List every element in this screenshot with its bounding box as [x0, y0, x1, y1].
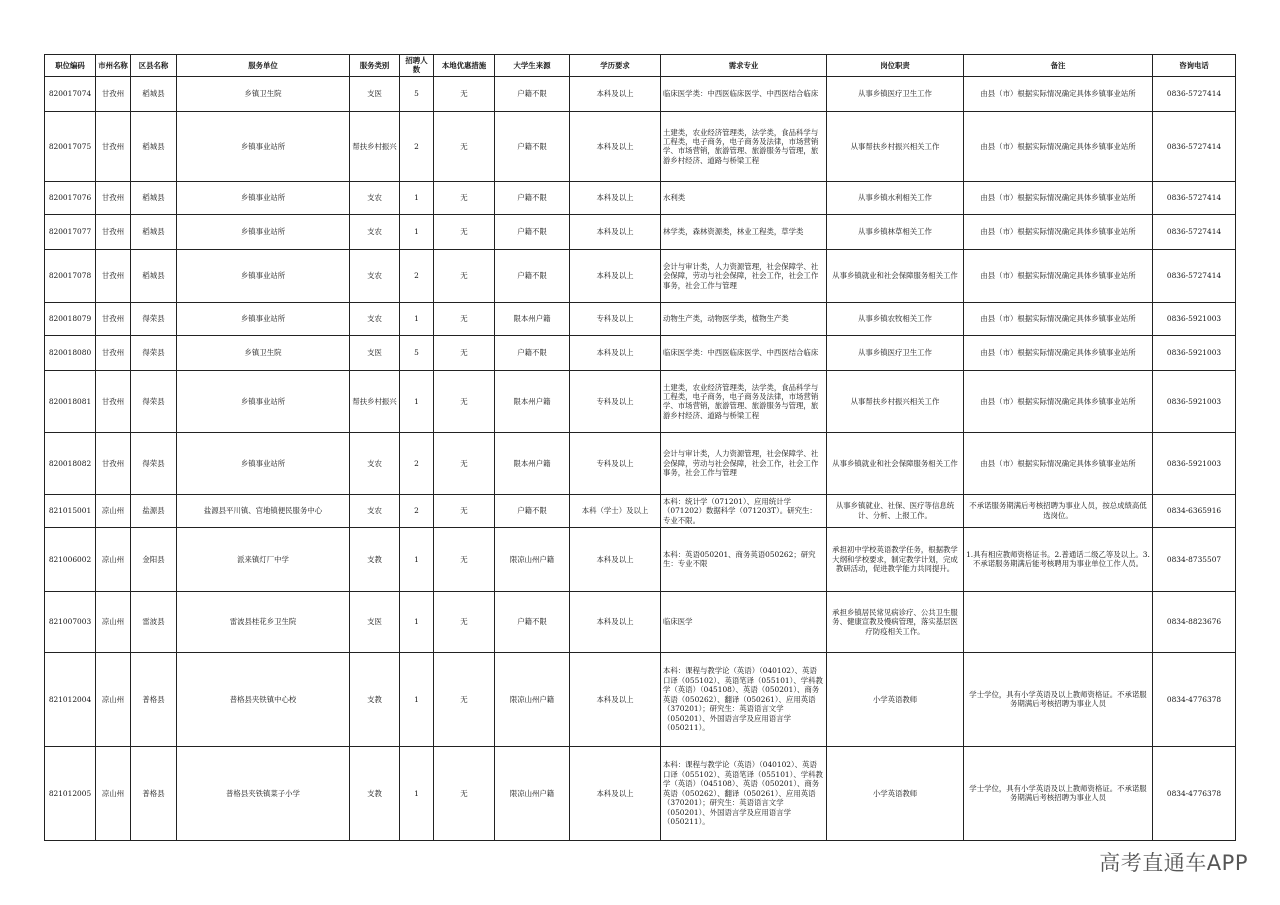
local-preference-cell: 无: [434, 746, 495, 840]
job-duty-cell: 从事乡镇医疗卫生工作: [827, 76, 964, 111]
local-preference-cell: 无: [434, 432, 495, 494]
recruit-count-cell: 2: [400, 249, 434, 302]
table-row: [45, 76, 1236, 111]
education-req-cell: 本科及以上: [570, 527, 661, 591]
job-duty-cell: 从事乡镇林草相关工作: [827, 214, 964, 249]
service-type-cell: 支医: [350, 76, 400, 111]
table-row: [45, 432, 1236, 494]
education-req-cell: 专科及以上: [570, 432, 661, 494]
county-name-cell: 雷波县: [131, 591, 177, 652]
table-row: [45, 591, 1236, 652]
service-unit-cell: 乡镇卫生院: [177, 335, 350, 370]
city-name-cell: 甘孜州: [96, 181, 131, 214]
contact-phone-cell: 0836-5727414: [1153, 249, 1236, 302]
required-major-cell: 会计与审计类，人力资源管理，社会保障学、社会保障，劳动与社会保障，社会工作，社会工作事务，社会工作与管理: [661, 249, 827, 302]
county-name-cell: 稻城县: [131, 111, 177, 181]
education-req-cell: 本科及以上: [570, 746, 661, 840]
recruit-count-cell: 1: [400, 746, 434, 840]
local-preference-cell: 无: [434, 652, 495, 746]
service-type-cell: 支教: [350, 527, 400, 591]
position-code-cell: 820017076: [45, 181, 96, 214]
header-cell: 学历要求: [570, 55, 661, 77]
remarks-cell: 由县（市）根据实际情况确定具体乡镇事业站所: [964, 432, 1153, 494]
local-preference-cell: 无: [434, 335, 495, 370]
table-row: [45, 302, 1236, 335]
job-duty-cell: 从事乡镇就业和社会保障服务相关工作: [827, 249, 964, 302]
job-duty-cell: 从事乡镇医疗卫生工作: [827, 335, 964, 370]
table-row: [45, 746, 1236, 840]
contact-phone-cell: 0836-5727414: [1153, 76, 1236, 111]
remarks-cell: 由县（市）根据实际情况确定具体乡镇事业站所: [964, 76, 1153, 111]
student-source-cell: 户籍不限: [495, 111, 570, 181]
required-major-cell: 本科：课程与教学论（英语）（040102）、英语口译（055102）、英语笔译（055101）、学科教学（英语）（045108）、英语（050201）、商务英语（050262）、翻译（050261）、应用英语（370201）；研究生：英语语言文学（050201）、外国语言学及应用语言学（050211）。: [661, 652, 827, 746]
local-preference-cell: 无: [434, 370, 495, 432]
table-row: [45, 527, 1236, 591]
education-req-cell: 本科及以上: [570, 111, 661, 181]
header-cell: 本地优惠措施: [434, 55, 495, 77]
required-major-cell: 水利类: [661, 181, 827, 214]
position-code-cell: 820017074: [45, 76, 96, 111]
position-code-cell: 820018080: [45, 335, 96, 370]
header-cell: 招聘人数: [400, 55, 434, 77]
county-name-cell: 金阳县: [131, 527, 177, 591]
local-preference-cell: 无: [434, 494, 495, 527]
required-major-cell: 临床医学: [661, 591, 827, 652]
service-unit-cell: 派来镇灯厂中学: [177, 527, 350, 591]
header-cell: 服务类别: [350, 55, 400, 77]
job-duty-cell: 承担初中学校英语教学任务，根据教学大纲和学校要求，制定教学计划，完成教研活动，促进教学能力共同提升。: [827, 527, 964, 591]
table-header-row: [45, 55, 1236, 77]
education-req-cell: 本科及以上: [570, 181, 661, 214]
contact-phone-cell: 0836-5727414: [1153, 214, 1236, 249]
header-cell: 大学生来源: [495, 55, 570, 77]
remarks-cell: 1.具有相应教师资格证书。2.普通话二级乙等及以上。3.不承诺服务期满后能考核聘用为事业单位工作人员。: [964, 527, 1153, 591]
city-name-cell: 凉山州: [96, 527, 131, 591]
local-preference-cell: 无: [434, 302, 495, 335]
header-cell: 职位编码: [45, 55, 96, 77]
recruit-count-cell: 5: [400, 76, 434, 111]
table-body: [45, 76, 1236, 840]
remarks-cell: 由县（市）根据实际情况确定具体乡镇事业站所: [964, 181, 1153, 214]
required-major-cell: 动物生产类，动物医学类，植物生产类: [661, 302, 827, 335]
city-name-cell: 甘孜州: [96, 76, 131, 111]
city-name-cell: 凉山州: [96, 591, 131, 652]
recruit-count-cell: 1: [400, 652, 434, 746]
recruit-count-cell: 1: [400, 591, 434, 652]
recruit-count-cell: 2: [400, 432, 434, 494]
job-duty-cell: 从事帮扶乡村振兴相关工作: [827, 370, 964, 432]
remarks-cell: 学士学位，具有小学英语及以上教师资格证。不承诺服务期满后考核招聘为事业人员: [964, 746, 1153, 840]
job-duty-cell: 小学英语教师: [827, 746, 964, 840]
county-name-cell: 稻城县: [131, 181, 177, 214]
contact-phone-cell: 0834-8735507: [1153, 527, 1236, 591]
student-source-cell: 户籍不限: [495, 249, 570, 302]
city-name-cell: 凉山州: [96, 494, 131, 527]
education-req-cell: 本科及以上: [570, 214, 661, 249]
service-type-cell: 支农: [350, 249, 400, 302]
county-name-cell: 稻城县: [131, 76, 177, 111]
table-row: [45, 181, 1236, 214]
table-row: [45, 494, 1236, 527]
student-source-cell: 户籍不限: [495, 335, 570, 370]
education-req-cell: 本科（学士）及以上: [570, 494, 661, 527]
student-source-cell: 限凉山州户籍: [495, 746, 570, 840]
student-source-cell: 户籍不限: [495, 214, 570, 249]
position-code-cell: 821012004: [45, 652, 96, 746]
county-name-cell: 稻城县: [131, 249, 177, 302]
job-duty-cell: 小学英语教师: [827, 652, 964, 746]
education-req-cell: 本科及以上: [570, 652, 661, 746]
city-name-cell: 甘孜州: [96, 302, 131, 335]
local-preference-cell: 无: [434, 111, 495, 181]
service-type-cell: 帮扶乡村振兴: [350, 111, 400, 181]
required-major-cell: 本科：课程与教学论（英语）（040102）、英语口译（055102）、英语笔译（055101）、学科教学（英语）（045108）、英语（050201）、商务英语（050262）、翻译（050261）、应用英语（370201）；研究生：英语语言文学（050201）、外国语言学及应用语言学（050211）。: [661, 746, 827, 840]
city-name-cell: 甘孜州: [96, 432, 131, 494]
service-type-cell: 支农: [350, 214, 400, 249]
city-name-cell: 甘孜州: [96, 111, 131, 181]
contact-phone-cell: 0836-5921003: [1153, 432, 1236, 494]
service-type-cell: 支农: [350, 432, 400, 494]
job-duty-cell: 从事帮扶乡村振兴相关工作: [827, 111, 964, 181]
service-type-cell: 支农: [350, 302, 400, 335]
service-unit-cell: 乡镇事业站所: [177, 111, 350, 181]
student-source-cell: 户籍不限: [495, 591, 570, 652]
position-code-cell: 820018079: [45, 302, 96, 335]
remarks-cell: 由县（市）根据实际情况确定具体乡镇事业站所: [964, 214, 1153, 249]
student-source-cell: 限本州户籍: [495, 302, 570, 335]
table-row: [45, 214, 1236, 249]
county-name-cell: 盐源县: [131, 494, 177, 527]
table-row: [45, 335, 1236, 370]
position-code-cell: 820018082: [45, 432, 96, 494]
position-code-cell: 821007003: [45, 591, 96, 652]
position-code-cell: 820017077: [45, 214, 96, 249]
student-source-cell: 户籍不限: [495, 76, 570, 111]
job-duty-cell: 承担乡镇居民常见病诊疗、公共卫生服务、健康宣教及慢病管理，落实基层医疗防疫相关工作。: [827, 591, 964, 652]
service-type-cell: 支医: [350, 591, 400, 652]
position-code-cell: 821006002: [45, 527, 96, 591]
contact-phone-cell: 0836-5921003: [1153, 335, 1236, 370]
service-type-cell: 支农: [350, 181, 400, 214]
header-cell: 需求专业: [661, 55, 827, 77]
required-major-cell: 本科：统计学（071201）、应用统计学（071202）数据科学（071203T）。研究生：专业不限。: [661, 494, 827, 527]
recruit-count-cell: 1: [400, 181, 434, 214]
position-code-cell: 820017075: [45, 111, 96, 181]
local-preference-cell: 无: [434, 181, 495, 214]
table-row: [45, 652, 1236, 746]
table-row: [45, 370, 1236, 432]
service-unit-cell: 盐源县平川镇、官地镇便民服务中心: [177, 494, 350, 527]
service-unit-cell: 乡镇事业站所: [177, 249, 350, 302]
recruit-count-cell: 1: [400, 370, 434, 432]
city-name-cell: 甘孜州: [96, 249, 131, 302]
recruit-count-cell: 5: [400, 335, 434, 370]
position-code-cell: 821012005: [45, 746, 96, 840]
remarks-cell: 学士学位，具有小学英语及以上教师资格证。不承诺服务期满后考核招聘为事业人员: [964, 652, 1153, 746]
student-source-cell: 户籍不限: [495, 181, 570, 214]
county-name-cell: 普格县: [131, 746, 177, 840]
education-req-cell: 本科及以上: [570, 76, 661, 111]
county-name-cell: 得荣县: [131, 370, 177, 432]
service-unit-cell: 乡镇事业站所: [177, 302, 350, 335]
city-name-cell: 凉山州: [96, 746, 131, 840]
education-req-cell: 专科及以上: [570, 370, 661, 432]
required-major-cell: 土建类，农业经济管理类，法学类，食品科学与工程类，电子商务，电子商务及法律，市场营销学、市场营销，旅游管理、旅游服务与管理，旅游乡村经济、道路与桥梁工程: [661, 370, 827, 432]
service-unit-cell: 乡镇卫生院: [177, 76, 350, 111]
city-name-cell: 凉山州: [96, 652, 131, 746]
city-name-cell: 甘孜州: [96, 214, 131, 249]
service-unit-cell: 乡镇事业站所: [177, 370, 350, 432]
table-row: [45, 111, 1236, 181]
recruit-count-cell: 2: [400, 111, 434, 181]
service-unit-cell: 普格县夹铁镇中心校: [177, 652, 350, 746]
header-cell: 备注: [964, 55, 1153, 77]
local-preference-cell: 无: [434, 76, 495, 111]
header-cell: 市州名称: [96, 55, 131, 77]
county-name-cell: 得荣县: [131, 302, 177, 335]
student-source-cell: 户籍不限: [495, 494, 570, 527]
service-unit-cell: 乡镇事业站所: [177, 432, 350, 494]
required-major-cell: 本科：英语050201、商务英语050262；研究生：专业不限: [661, 527, 827, 591]
education-req-cell: 本科及以上: [570, 249, 661, 302]
required-major-cell: 会计与审计类，人力资源管理，社会保障学、社会保障，劳动与社会保障，社会工作，社会工作事务，社会工作与管理: [661, 432, 827, 494]
position-code-cell: 820018081: [45, 370, 96, 432]
education-req-cell: 本科及以上: [570, 335, 661, 370]
service-type-cell: 支农: [350, 494, 400, 527]
contact-phone-cell: 0836-5727414: [1153, 181, 1236, 214]
recruitment-table: [44, 54, 1236, 841]
contact-phone-cell: 0836-5727414: [1153, 111, 1236, 181]
local-preference-cell: 无: [434, 249, 495, 302]
remarks-cell: [964, 591, 1153, 652]
recruit-count-cell: 1: [400, 527, 434, 591]
recruit-count-cell: 1: [400, 214, 434, 249]
service-type-cell: 支教: [350, 652, 400, 746]
education-req-cell: 专科及以上: [570, 302, 661, 335]
required-major-cell: 土建类，农业经济管理类，法学类，食品科学与工程类，电子商务，电子商务及法律，市场营销学、市场营销，旅游管理、旅游服务与管理，旅游乡村经济、道路与桥梁工程: [661, 111, 827, 181]
remarks-cell: 不承诺服务期满后考核招聘为事业人员，按总成绩高低选岗位。: [964, 494, 1153, 527]
remarks-cell: 由县（市）根据实际情况确定具体乡镇事业站所: [964, 302, 1153, 335]
contact-phone-cell: 0834-6365916: [1153, 494, 1236, 527]
education-req-cell: 本科及以上: [570, 591, 661, 652]
position-code-cell: 821015001: [45, 494, 96, 527]
table-row: [45, 249, 1236, 302]
position-code-cell: 820017078: [45, 249, 96, 302]
remarks-cell: 由县（市）根据实际情况确定具体乡镇事业站所: [964, 111, 1153, 181]
job-duty-cell: 从事乡镇农牧相关工作: [827, 302, 964, 335]
recruit-count-cell: 1: [400, 302, 434, 335]
county-name-cell: 普格县: [131, 652, 177, 746]
county-name-cell: 稻城县: [131, 214, 177, 249]
remarks-cell: 由县（市）根据实际情况确定具体乡镇事业站所: [964, 335, 1153, 370]
service-type-cell: 支医: [350, 335, 400, 370]
contact-phone-cell: 0836-5921003: [1153, 302, 1236, 335]
header-cell: 岗位职责: [827, 55, 964, 77]
city-name-cell: 甘孜州: [96, 370, 131, 432]
watermark: 高考直通车APP: [1099, 851, 1248, 875]
remarks-cell: 由县（市）根据实际情况确定具体乡镇事业站所: [964, 370, 1153, 432]
service-type-cell: 帮扶乡村振兴: [350, 370, 400, 432]
service-unit-cell: 乡镇事业站所: [177, 181, 350, 214]
header-cell: 咨询电话: [1153, 55, 1236, 77]
required-major-cell: 林学类，森林资源类，林业工程类，草学类: [661, 214, 827, 249]
header-cell: 服务单位: [177, 55, 350, 77]
student-source-cell: 限凉山州户籍: [495, 652, 570, 746]
service-unit-cell: 乡镇事业站所: [177, 214, 350, 249]
recruit-count-cell: 2: [400, 494, 434, 527]
service-unit-cell: 雷波县桂花乡卫生院: [177, 591, 350, 652]
student-source-cell: 限本州户籍: [495, 370, 570, 432]
local-preference-cell: 无: [434, 591, 495, 652]
header-cell: 区县名称: [131, 55, 177, 77]
contact-phone-cell: 0836-5921003: [1153, 370, 1236, 432]
contact-phone-cell: 0834-4776378: [1153, 746, 1236, 840]
contact-phone-cell: 0834-8823676: [1153, 591, 1236, 652]
service-unit-cell: 普格县夹铁镇菜子小学: [177, 746, 350, 840]
county-name-cell: 得荣县: [131, 432, 177, 494]
service-type-cell: 支教: [350, 746, 400, 840]
contact-phone-cell: 0834-4776378: [1153, 652, 1236, 746]
student-source-cell: 限本州户籍: [495, 432, 570, 494]
job-duty-cell: 从事乡镇就业和社会保障服务相关工作: [827, 432, 964, 494]
city-name-cell: 甘孜州: [96, 335, 131, 370]
local-preference-cell: 无: [434, 214, 495, 249]
job-duty-cell: 从事乡镇就业、社保、医疗等信息统计、分析、上报工作。: [827, 494, 964, 527]
local-preference-cell: 无: [434, 527, 495, 591]
county-name-cell: 得荣县: [131, 335, 177, 370]
required-major-cell: 临床医学类：中西医临床医学、中西医结合临床: [661, 335, 827, 370]
required-major-cell: 临床医学类：中西医临床医学、中西医结合临床: [661, 76, 827, 111]
job-duty-cell: 从事乡镇水利相关工作: [827, 181, 964, 214]
student-source-cell: 限凉山州户籍: [495, 527, 570, 591]
remarks-cell: 由县（市）根据实际情况确定具体乡镇事业站所: [964, 249, 1153, 302]
